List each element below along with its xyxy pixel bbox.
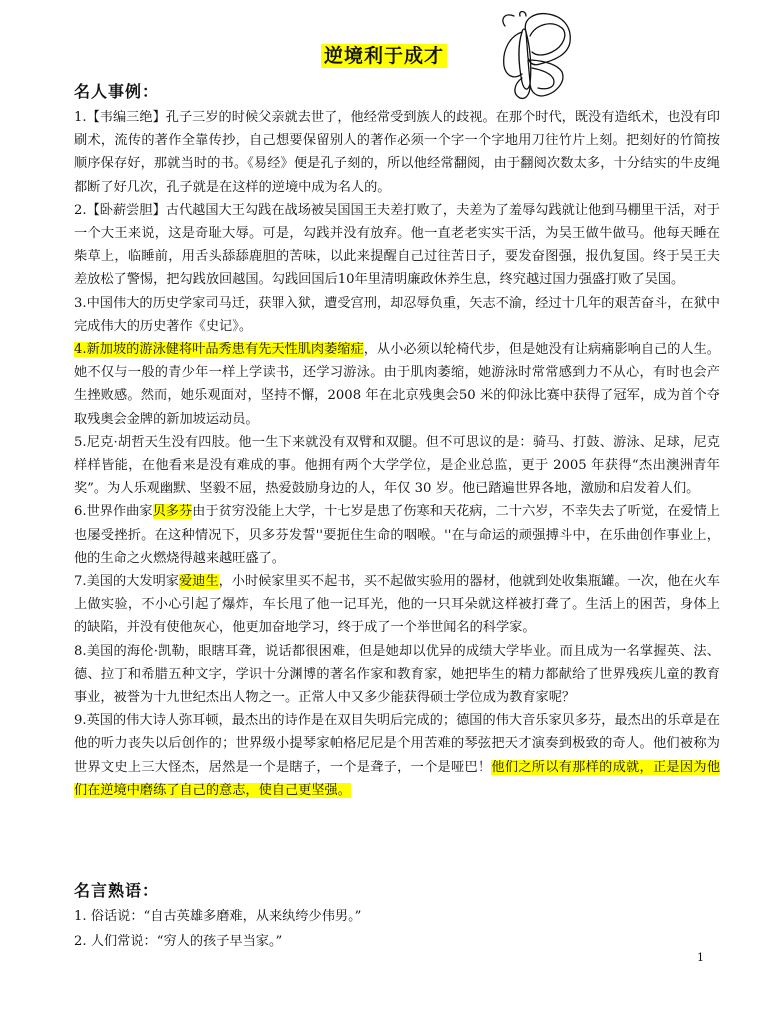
example-paragraph xyxy=(74,431,720,501)
paragraph-text: 7.美国的大发明家 xyxy=(74,574,179,590)
example-paragraph xyxy=(74,709,720,802)
examples-body xyxy=(74,106,720,802)
paragraph-text: 2.【卧薪尝胆】古代越国大王勾践在战场被吴国国王夫差打败了，夫差为了羞辱勾践就让他到马棚里干活，对于一个大王来说，这是奇耻大辱。可是，勾践并没有放弃。他一直老老实实干活，为吴王做牛做马。他每天睡在柴草上，临睡前，用舌头舔舔鹿胆的苦味，以此来提醒自己过往苦日子，要发奋图强，报仇复国。终于吴王夫差放松了警惕，把勾践放回越国。勾践回国后10年里清明廉政休养生息，终究越过国力强盛打败了吴国。 xyxy=(74,202,720,288)
butterfly-icon xyxy=(496,10,576,102)
page-title: 逆境利于成才 xyxy=(321,44,447,68)
highlighted-text: 他们之所以有那样的成就，正是因为他们在逆境中磨练了自己的意志，使自己更坚强。 xyxy=(74,759,721,798)
example-paragraph xyxy=(74,640,720,710)
page-number: 1 xyxy=(697,951,704,964)
paragraph-text: 1.【韦编三绝】孔子三岁的时候父亲就去世了，他经常受到族人的歧视。在那个时代，既没有造纸术，也没有印刷术，流传的著作全靠传抄，自己想要保留别人的著作必须一个字一个字地用刀往竹片上刻。把刻好的竹简按顺序保存好，那就当时的书。《易经》便是孔子刻的，所以他经常翻阅，由于翻阅次数太多，十分结实的牛皮绳都断了好几次，孔子就是在这样的逆境中成为名人的。 xyxy=(74,110,720,195)
highlighted-text: 爱迪生 xyxy=(178,574,219,590)
example-paragraph xyxy=(74,338,720,431)
example-paragraph xyxy=(74,500,720,570)
highlighted-text: 贝多芬 xyxy=(152,504,193,520)
example-paragraph xyxy=(74,292,720,338)
highlighted-text: 4.新加坡的游泳健将叶品秀患有先天性肌肉萎缩症 xyxy=(74,342,364,358)
paragraph-text: 8.美国的海伦·凯勒，眼瞎耳聋，说话都很困难，但是她却以优异的成绩大学毕业。而且成为一名掌握英、法、德、拉丁和希腊五种文字，学识十分渊博的著名作家和教育家，她把毕生的精力都献给了世界残疾儿童的教育事业，被誉为十九世纪杰出人物之一。正常人中又多少能获得硕士学位成为教育家呢？ xyxy=(74,643,720,706)
saying-item: 2. 人们常说：“穷人的孩子早当家。” xyxy=(74,934,283,949)
paragraph-text: ，小时候家里买不起书，买不起做实验用的器材，他就到处收集瓶罐。一次，他在火车上做实验，不小心引起了爆炸，车长甩了他一记耳光，他的一只耳朵就这样被打聋了。生活上的困苦，身体上的缺陷，并没有使他灰心，他更加奋地学习，终于成了一个举世闻名的科学家。 xyxy=(74,574,720,636)
section-heading-examples: 名人事例： xyxy=(74,82,160,101)
example-paragraph xyxy=(74,106,720,199)
example-paragraph xyxy=(74,570,720,640)
paragraph-text: 3.中国伟大的历史学家司马迁，获罪入狱，遭受宫刑，却忍辱负重，矢志不渝，经过十几年的艰苦奋斗，在狱中完成伟大的历史著作《史记》。 xyxy=(74,295,720,334)
paragraph-text: 由于贫穷没能上大学，十七岁是患了伤寒和天花病，二十六岁，不幸失去了听觉，在爱情上也屡受挫折。在这种情况下，贝多芬发誓''要扼住生命的咽喉。''在与命运的顽强搏斗中，在乐曲创作事业上，他的生命之火燃烧得越来越旺盛了。 xyxy=(74,504,720,566)
paragraph-text: 6.世界作曲家 xyxy=(74,504,153,520)
paragraph-text: 5.尼克·胡哲天生没有四肢。他一生下来就没有双臂和双腿。但不可思议的是：骑马、打鼓、游泳、足球，尼克样样皆能，在他看来是没有难成的事。他拥有两个大学学位，是企业总监，更于 2005 年获得“杰出澳洲青年奖”。为人乐观幽默、坚毅不屈，热爱鼓励身边的人，年仅 30 岁。他已踏遍世界各地，激励和启发着人们。 xyxy=(74,434,720,497)
paragraph-text: ，从小必须以轮椅代步，但是她没有让病痛影响自己的人生。她不仅与一般的青少年一样上学读书，还学习游泳。由于肌肉萎缩，她游泳时常常感到力不从心，有时也会产生挫败感。然而，她乐观面对，坚持不懈，2008 年在北京残奥会50 米的仰泳比赛中获得了冠军，成为首个夺取残奥会金牌的新加坡运动员。 xyxy=(74,342,720,427)
saying-item: 1. 俗话说：“自古英雄多磨难，从来纨绔少伟男。” xyxy=(74,909,362,924)
section-heading-sayings: 名言熟语： xyxy=(74,881,160,900)
paragraph-text: 9.英国的伟大诗人弥耳顿，最杰出的诗作是在双目失明后完成的；德国的伟大音乐家贝多芬，最杰出的乐章是在他的听力丧失以后创作的；世界级小提琴家帕格尼尼是个用苦难的琴弦把天才演奏到极致的奇人。他们被称为世界文史上三大怪杰，居然是一个是瞎子，一个是聋子，一个是哑巴！ xyxy=(74,713,720,775)
title-wrap xyxy=(0,44,768,68)
example-paragraph xyxy=(74,199,720,292)
